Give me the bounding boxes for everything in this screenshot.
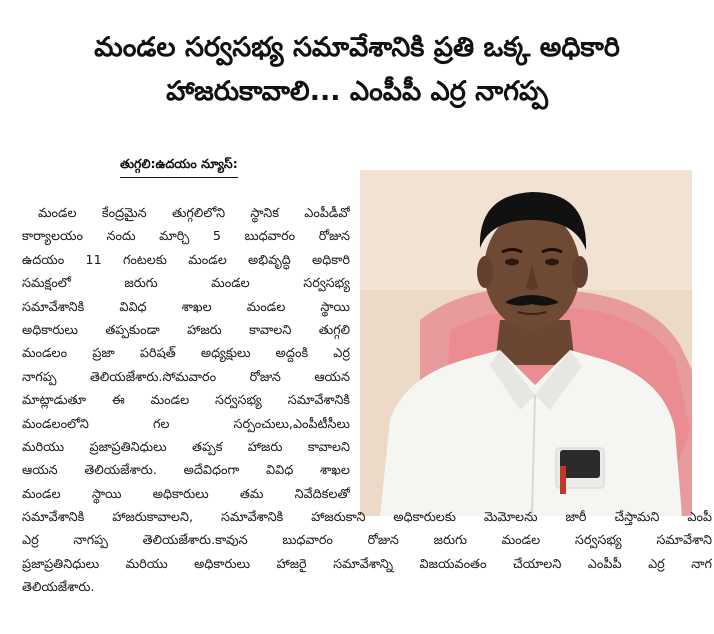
headline <box>0 26 714 114</box>
body-line: తెలియజేశారు. <box>22 580 95 596</box>
body-line: సమావేశానికి వివిధ శాఖల మండల స్థాయి <box>22 299 350 315</box>
body-line: ఆయన తెలియజేశారు. అదేవిధంగా వివిధ శాఖల <box>22 463 350 479</box>
body-line: సమక్షంలో జరుగు మండల సర్వసభ్య <box>22 276 350 292</box>
body-line: మండలంలోని గల సర్పంచులు,ఎంపీటీసీలు <box>22 416 350 432</box>
body-line: అధికారులు తప్పకుండా హాజరు కావాలని తుగ్గలి <box>22 322 350 338</box>
article-body <box>22 202 712 600</box>
body-line: ప్రజాప్రతినిధులు మరియు అధికారులు హాజరై సమావేశాన్ని విజయవంతం చేయాలని ఎంపీపీ ఎర్ర నాగ <box>22 556 712 572</box>
body-line: మరియు ప్రజాప్రతినిధులు తప్పక హాజరు కావాలని <box>22 439 350 455</box>
body-line: మండల కేంద్రమైన తుగ్గలిలోని స్థానిక ఎంపీడీవో <box>38 206 350 221</box>
body-line: సమావేశానికి హాజరుకావాలని, సమావేశానికి హాజరుకాని అధికారులకు మెమోలను జారీ చేస్తామని ఎంపీ <box>22 510 712 526</box>
body-line: ఎర్ర నాగప్ప తెలియజేశారు.కావున బుధవారం రోజున జరుగు మండల సర్వసభ్య సమావేశాని <box>22 533 712 549</box>
body-line: కార్యాలయం నందు మార్చి 5 బుధవారం రోజున <box>22 229 350 245</box>
body-line: మాట్లాడుతూ ఈ మండల సర్వసభ్య సమావేశానికి <box>22 393 350 409</box>
dateline: తుగ్గలి:ఉదయం న్యూస్: <box>120 156 238 178</box>
body-line: నాగప్ప తెలియజేశారు.సోమవారం రోజున ఆయన <box>22 369 350 385</box>
headline-line-1: మండల సర్వసభ్య సమావేశానికి ప్రతి ఒక్క అధికారి <box>94 32 620 63</box>
body-line: ఉదయం 11 గంటలకు మండల అభివృద్ధి అధికారి <box>22 252 350 268</box>
body-line: మండల స్థాయి అధికారులు తమ నివేదికలతో <box>22 486 350 502</box>
headline-line-2: హాజరుకావాలి... ఎంపీపీ ఎర్ర నాగప్ప <box>166 76 548 107</box>
body-line: మండలం ప్రజా పరిషత్ అధ్యక్షులు అద్దంకి ఎర్ర <box>22 346 350 362</box>
